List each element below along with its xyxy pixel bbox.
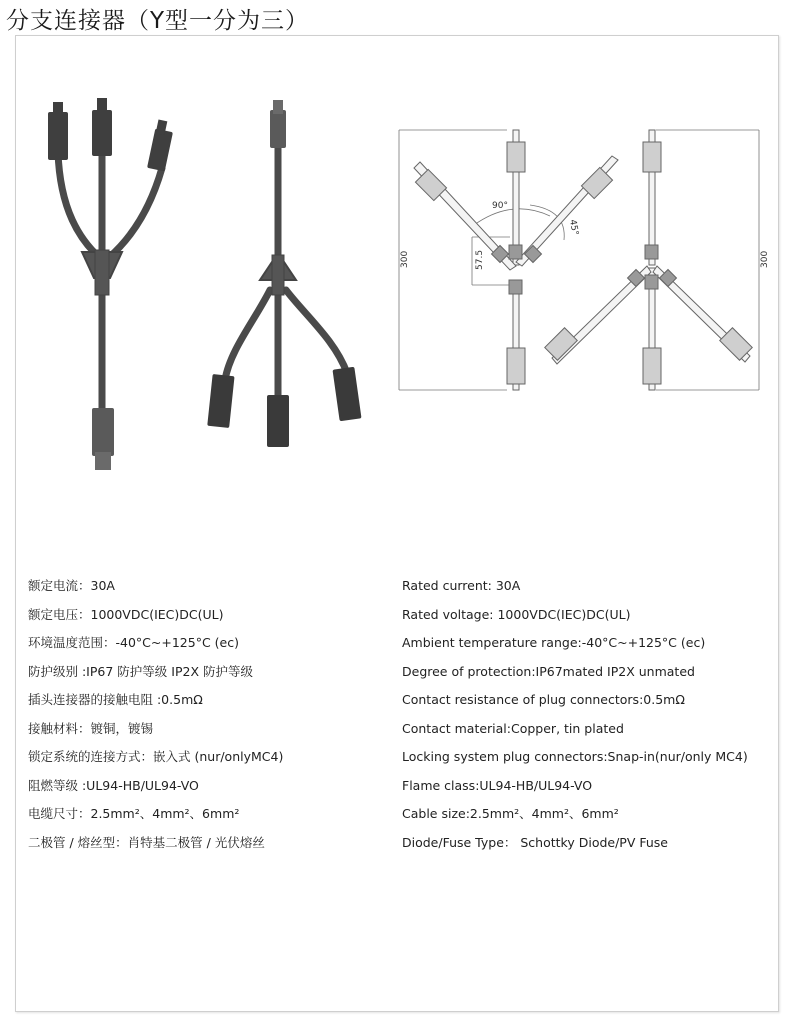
- spec-diode-fuse-cn: 二极管 / 熔丝型：肖特基二极管 / 光伏熔丝: [28, 834, 265, 850]
- spec-contact-resistance-en: Contact resistance of plug connectors:0.5mΩ: [402, 692, 685, 707]
- page-title: 分支连接器（Y型一分为三）: [6, 8, 310, 34]
- spec-locking-system-cn: 锁定系统的连接方式：嵌入式 (nur/onlyMC4): [28, 749, 284, 764]
- technical-drawing: [392, 120, 772, 400]
- left-drawing-y-connector: [414, 130, 618, 390]
- spec-protection-en: Degree of protection:IP67mated IP2X unmated: [402, 663, 695, 679]
- right-branch-connector: [225, 140, 347, 398]
- spec-contact-resistance-cn: 插头连接器的接触电阻 :0.5mΩ: [28, 692, 203, 707]
- spec-cable-size-en: Cable size:2.5mm²、4mm²、6mm²: [402, 806, 619, 821]
- left-height-dimension: 300: [400, 250, 410, 268]
- spec-temperature-en: Ambient temperature range:-40°C~+125°C (ec): [402, 635, 706, 650]
- product-photo: [20, 90, 380, 480]
- left-top-connectors: [48, 98, 173, 171]
- spec-temperature-cn: 环境温度范围：-40°C~+125°C (ec): [28, 635, 239, 650]
- spec-rated-voltage-en: Rated voltage: 1000VDC(IEC)DC(UL): [402, 606, 631, 622]
- spec-flame-class-cn: 阻燃等级 :UL94-HB/UL94-VO: [28, 777, 199, 793]
- offset-angle-label: 45°: [567, 218, 580, 237]
- spec-flame-class-en: Flame class:UL94-HB/UL94-VO: [402, 777, 593, 793]
- spec-rated-current-en: Rated current: 30A: [402, 578, 521, 593]
- spec-cable-size-cn: 电缆尺寸：2.5mm²、4mm²、6mm²: [28, 806, 240, 821]
- spec-contact-material-cn: 接触材料：镀铜，镀锡: [28, 720, 154, 736]
- specs-english: [402, 577, 782, 862]
- offset-dimension: 57.5: [475, 249, 485, 270]
- right-bottom-connectors: [207, 367, 361, 447]
- spec-diode-fuse-en: Diode/Fuse Type： Schottky Diode/PV Fuse: [402, 834, 668, 850]
- right-drawing-y-connector: [545, 130, 753, 390]
- spec-rated-current-cn: 额定电流：30A: [28, 578, 115, 593]
- spec-rated-voltage-cn: 额定电压：1000VDC(IEC)DC(UL): [28, 606, 224, 622]
- left-branch-connector: [58, 150, 162, 410]
- right-top-connector: [270, 100, 286, 148]
- branch-angle-label: 90°: [492, 201, 508, 211]
- spec-contact-material-en: Contact material:Copper, tin plated: [402, 720, 624, 736]
- spec-locking-system-en: Locking system plug connectors:Snap-in(nur/only MC4): [402, 749, 748, 764]
- left-bottom-connector: [92, 408, 114, 470]
- spec-protection-cn: 防护级别 :IP67 防护等级 IP2X 防护等级: [28, 663, 253, 679]
- specs-chinese: [28, 577, 388, 862]
- right-height-dimension: 300: [760, 250, 770, 268]
